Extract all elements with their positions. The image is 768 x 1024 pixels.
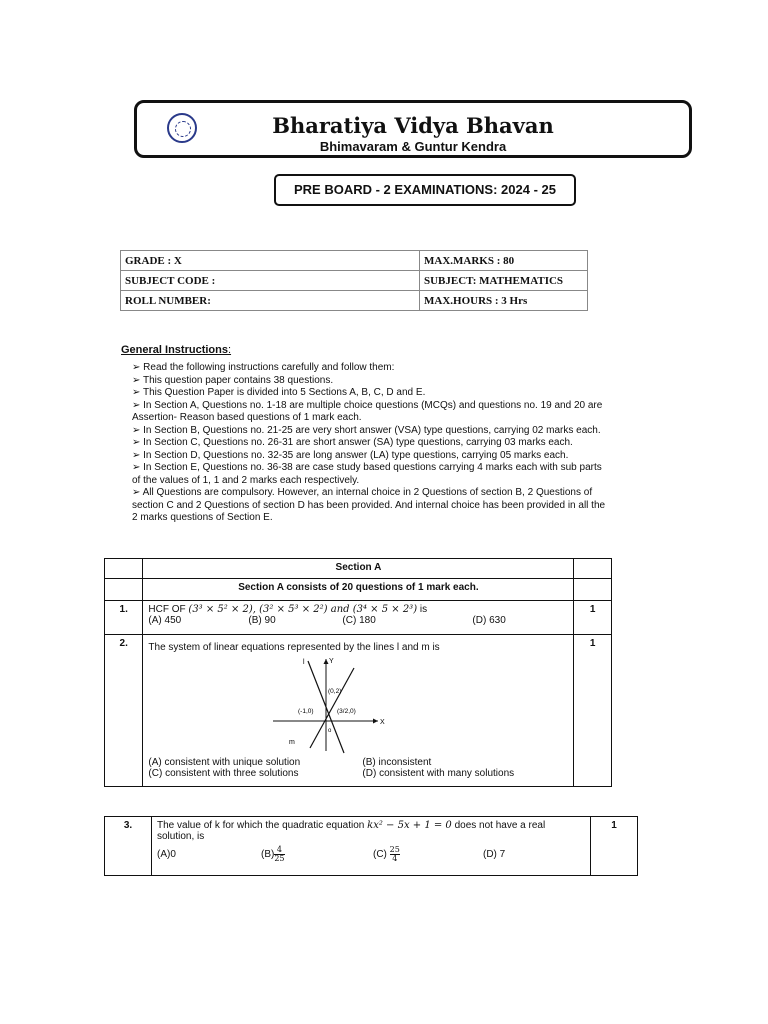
option-a: (A) 450 [148, 615, 182, 626]
exam-info-table [120, 250, 588, 311]
subject-cell: SUBJECT: MATHEMATICS [420, 271, 588, 291]
option-d: (D) 630 [472, 615, 506, 626]
school-subtitle: Bhimavaram & Guntur Kendra [319, 139, 507, 154]
instruction-item: ➢ In Section D, Questions no. 32-35 are long answer (LA) type questions, carrying 05 marks each. [132, 449, 569, 461]
section-title: Section A [143, 559, 574, 579]
section-subtitle: Section A consists of 20 questions of 1 mark each. [143, 579, 574, 601]
instruction-item: ➢ Read the following instructions carefully and follow them: [132, 362, 395, 373]
question-marks: 1 [574, 635, 612, 787]
x-axis-arrow [373, 719, 378, 724]
linear-equations-graph [148, 653, 568, 757]
instructions-title: General Instructions: [121, 344, 232, 356]
question-1-options [148, 615, 568, 626]
question-1-body [143, 601, 574, 635]
question-1-stem: HCF OF (3³ × 5² × 2), (3² × 5³ × 2²) and (3⁴ × 5 × 2³) is [148, 604, 428, 615]
instruction-item: ➢ In Section C, Questions no. 26-31 are short answer (SA) type questions, carrying 03 marks each. [132, 437, 573, 448]
x-axis-label: X [380, 719, 386, 726]
option-b: (B) 90 [248, 615, 276, 626]
question-row-2 [105, 635, 612, 787]
question-3-options [157, 846, 585, 863]
line-l-label: l [303, 659, 305, 666]
origin-label: o [328, 728, 332, 734]
question-marks: 1 [591, 817, 638, 876]
point-label-3-2-0: (3/2,0) [337, 708, 357, 715]
question-marks: 1 [574, 601, 612, 635]
question-row-1 [105, 601, 612, 635]
line-m-label: m [289, 739, 296, 746]
y-axis-arrow [324, 659, 329, 664]
max-hours-cell: MAX.HOURS : 3 Hrs [420, 291, 588, 311]
option-b: (B) inconsistent [362, 757, 432, 768]
question-3-body [152, 817, 591, 876]
question-row-3 [105, 817, 638, 876]
option-d: (D) consistent with many solutions [362, 768, 515, 779]
instruction-item: ➢ In Section A, Questions no. 1-18 are multiple choice questions (MCQs) and questions no. 19 and 20 are Assertion- Reason based questions of 1 mark each. [132, 399, 603, 423]
question-2-stem: The system of linear equations represented by the lines l and m is [148, 642, 440, 653]
instruction-item: ➢ In Section E, Questions no. 36-38 are case study based questions carrying 4 marks each with sub parts of the values of 1, 1 and 2 marks each respectively. [132, 462, 602, 486]
grade-cell: GRADE : X [121, 251, 420, 271]
question-number: 2. [105, 635, 143, 787]
option-b: (B) $\frac{4}{25}$ [261, 845, 285, 863]
max-marks-cell: MAX.MARKS : 80 [420, 251, 588, 271]
subject-code-cell: SUBJECT CODE : [121, 271, 420, 291]
option-c: (C) consistent with three solutions [148, 768, 299, 779]
instruction-item: ➢ In Section B, Questions no. 21-25 are very short answer (VSA) type questions, carrying 02 marks each. [132, 424, 601, 436]
question-number: 1. [105, 601, 143, 635]
option-a: (A) consistent with unique solution [148, 757, 301, 768]
instruction-item: ➢ This question paper contains 38 questions. [132, 374, 334, 386]
option-d: (D) 7 [483, 849, 506, 861]
point-label-0-2: (0,2) [328, 688, 342, 695]
instruction-item: ➢ All Questions are compulsory. However, an internal choice in 2 Questions of section B, 2 Questions of section C and 2 Questions of section D has been provided. And internal choice has been provided in all the 2 marks questions of Section E. [132, 487, 606, 523]
question-number: 3. [105, 817, 152, 876]
question-3-stem: The value of k for which the quadratic equation kx² − 5x + 1 = 0 does not have a real solution, is [157, 820, 546, 842]
school-header-box [134, 100, 692, 158]
roll-number-cell: ROLL NUMBER: [121, 291, 420, 311]
point-label-neg1-0: (-1,0) [298, 708, 314, 715]
instruction-item: ➢ This Question Paper is divided into 5 Sections A, B, C, D and E. [132, 387, 426, 398]
instructions-list [132, 362, 612, 525]
question-3-table [104, 816, 638, 876]
school-name: Bharatiya Vidya Bhavan [272, 113, 554, 138]
section-a-table [104, 558, 612, 787]
option-c: (C) 180 [342, 615, 376, 626]
question-2-body [143, 635, 574, 787]
option-c: (C) $\frac{25}{4}$ [373, 845, 400, 863]
question-2-options [148, 757, 568, 779]
y-axis-label: Y [329, 658, 335, 665]
exam-title: PRE BOARD - 2 EXAMINATIONS: 2024 - 25 [274, 174, 576, 206]
option-a: (A)0 [157, 849, 176, 861]
